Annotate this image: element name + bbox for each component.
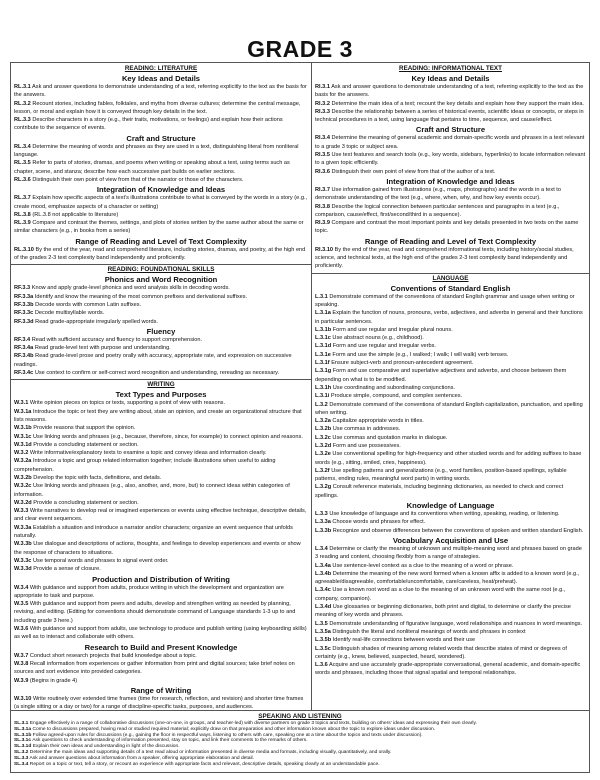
standard-text: Determine the main ideas and supporting details of a text read aloud or information presented in diverse media and formats, including visually, quantitatively, and orally. [29, 749, 392, 755]
subsection-heading: Research to Build and Present Knowledge [84, 642, 238, 652]
standard-code: RI.3.2 [315, 100, 330, 107]
standard-code: W.3.9 [14, 677, 29, 684]
standard-item [315, 246, 586, 271]
standard-code: RL.3.7 [14, 195, 31, 202]
standard-text: Form and use possessives. [332, 442, 401, 449]
section-heading: LANGUAGE [432, 274, 469, 282]
standard-item [315, 151, 586, 168]
standard-text: By the end of the year, read and comprehend literature, including stories, dramas, and poetry, at the high end of the grades 2-3 text complexity band independently and proficiently. [14, 246, 306, 262]
standard-code: L.3.1h [315, 384, 332, 391]
standard-code: L.3.1 [315, 293, 328, 300]
standard-item [14, 565, 308, 573]
standard-text: Compare and contrast the themes, settings, and plots of stories written by the same author about the same or similar characters (e.g., in books from a series) [14, 220, 304, 235]
standard-code: L.3.2c [315, 434, 331, 441]
standard-item [14, 524, 308, 541]
standards-list [14, 721, 586, 767]
standard-text: Use glossaries or beginning dictionaries, both print and digital, to determine or clarify the precise meaning of key words and phrases. [315, 604, 571, 619]
standard-item [315, 219, 586, 236]
subsection-heading: Conventions of Standard English [390, 283, 511, 293]
standard-item [315, 134, 586, 151]
standard-text: Decode words with common Latin suffixes. [35, 301, 142, 308]
standard-text: Introduce a topic and group related information together; include illustrations when useful to aiding comprehension. [14, 458, 276, 473]
standard-code: L.3.4a [315, 562, 331, 569]
standard-item [14, 143, 308, 160]
subsection-heading: Key Ideas and Details [411, 74, 490, 83]
standard-text: Determine the meaning of the new word formed when a known affix is added to a known word (e.g., agreeable/disagreeable, comfortable/uncomfortable, care/careless, heat/preheat). [315, 570, 580, 586]
standard-text: Determine the meaning of general academic and domain-specific words and phrases in a text relevant to a grade 3 topic or subject area. [315, 135, 585, 150]
standard-code: RI.3.10 [315, 246, 334, 253]
standard-item [315, 620, 586, 628]
standard-code: L.3.1g [315, 368, 332, 375]
standard-item [14, 433, 308, 441]
section-heading: READING: LITERATURE [124, 65, 198, 72]
section-heading: READING: INFORMATIONAL TEXT [399, 65, 502, 72]
standard-text: Identify real-life connections between words and their use [332, 637, 476, 644]
standard-text: Refer to parts of stories, dramas, and poems when writing or speaking about a text, using terms such as chapter, scene, and stanza; describe how each successive part builds on earlier sections. [14, 160, 290, 175]
standard-text: Demonstrate understanding of figurative language, word relationships and nuances in word meanings. [329, 620, 583, 627]
standard-text: Ask and answer questions to demonstrate understanding of a text, referring explicitly to the text as the basis for the answers. [315, 84, 584, 99]
standard-item [14, 194, 308, 211]
standard-code: L.3.3a [315, 519, 331, 526]
subsection-heading: Range of Writing [130, 685, 192, 695]
standard-text: Ask questions to check understanding of information presented, stay on topic, and link their comments to the remarks of others. [32, 738, 308, 744]
standard-text: Consult reference materials, including beginning dictionaries, as needed to check and correct spellings. [315, 484, 564, 499]
standard-item [14, 309, 308, 317]
standard-text: With guidance and support from adults, produce writing in which the development and organization are appropriate to task and purpose. [14, 584, 284, 599]
standard-item [315, 326, 586, 334]
standard-item [14, 159, 308, 176]
standard-text: Read with sufficient accuracy and fluency to support comprehension. [31, 336, 203, 343]
standard-code: L.3.5 [315, 620, 328, 627]
standard-item [14, 457, 308, 474]
standard-text: Provide reasons that support the opinion. [33, 425, 136, 432]
standard-code: W.3.2a [14, 458, 32, 465]
standard-code: L.3.1f [315, 360, 330, 367]
standard-item [315, 586, 586, 603]
standard-code: L.3.1a [315, 310, 331, 317]
standard-text: Use text features and search tools (e.g., key words, sidebars, hyperlinks) to locate information relevant to a given topic efficiently. [315, 152, 586, 167]
standard-code: W.3.3b [14, 541, 32, 548]
standard-code: RL.3.6 [14, 176, 31, 183]
standard-text: Ask and answer questions to demonstrate understanding of a text, referring explicitly to the text as the basis for the answers. [14, 84, 307, 99]
standard-text: Determine the main idea of a text; recount the key details and explain how they support the main idea. [331, 100, 584, 107]
standard-text: Recount stories, including fables, folktales, and myths from diverse cultures; determine the central message, lesson, or moral and explain how it is conveyed through key details in the text. [14, 100, 301, 115]
standard-item [14, 369, 308, 377]
standard-code: L.3.1e [315, 351, 331, 358]
standard-code: L.3.5c [315, 645, 331, 652]
standard-item [315, 425, 586, 433]
standard-code: W.3.6 [14, 626, 29, 633]
standard-item [14, 424, 308, 432]
standard-code: RF.3.4 [14, 336, 31, 343]
standard-item [14, 408, 308, 425]
standard-text: Distinguish their own point of view from that of the narrator or those of the characters. [32, 176, 244, 183]
standard-text: Explain the function of nouns, pronouns, verbs, adjectives, and adverbs in general and their functions in particular sentences. [315, 310, 583, 325]
standard-code: RF.3.3d [14, 318, 34, 325]
standard-item [14, 540, 308, 557]
subsection-heading: Fluency [146, 326, 176, 336]
standard-text: Use temporal words and phrases to signal event order. [32, 557, 169, 564]
standard-item [315, 203, 586, 220]
subsection-heading: Range of Reading and Level of Text Complexity [75, 236, 247, 246]
standard-code: L.3.4b [315, 570, 332, 577]
standard-text: Use spelling patterns and generalizations (e.g., word families, position-based spellings, syllable patterns, ending rules, meaningful word parts) in writing words. [315, 467, 567, 483]
standard-text: Read grade-appropriate irregularly spelled words. [35, 318, 158, 325]
standard-text: Form and use regular and irregular verbs. [332, 343, 436, 350]
subsection-heading: Phonics and Word Recognition [104, 275, 218, 285]
standard-item [315, 483, 586, 500]
standard-code: W.3.3 [14, 508, 29, 515]
standard-code: L.3.4 [315, 545, 328, 552]
standard-code: RI.3.8 [315, 203, 330, 210]
standard-text: Write routinely over extended time frames (time for research, reflection, and revision) and shorter time frames (a single sitting or a day or two) for a range of discipline-specific tasks, purposes, and audiences. [14, 695, 304, 710]
standard-text: Determine the meaning of words and phrases as they are used in a text, distinguishing literal from nonliteral language. [14, 143, 299, 159]
standard-item [315, 645, 586, 662]
standard-item [315, 83, 586, 100]
standard-text: With guidance and support from peers and adults, develop and strengthen writing as needed by planning, revising, and editing. (Editing for conventions should demonstrate command of Language standards 1-3 up to and including grade 3 here.) [14, 601, 296, 624]
standard-item [14, 557, 308, 565]
standard-item [315, 351, 586, 359]
subsection-heading: Craft and Structure [415, 125, 486, 135]
standard-code: L.3.2d [315, 442, 332, 449]
standard-code: W.3.1c [14, 433, 32, 440]
standard-item [14, 449, 308, 457]
standard-item [14, 625, 308, 642]
standard-item [14, 474, 308, 482]
standard-code: RL.3.2 [14, 100, 31, 107]
standard-code: W.3.3a [14, 524, 32, 531]
standard-code: RF.3.3c [14, 310, 34, 317]
standard-code: RI.3.9 [315, 220, 330, 227]
standard-code: W.3.10 [14, 695, 32, 702]
standard-text: Write opinion pieces on topics or texts, supporting a point of view with reasons. [29, 400, 226, 407]
standard-item [315, 450, 586, 467]
standard-item [315, 108, 586, 125]
standard-text: Use dialogue and descriptions of actions, thoughts, and feelings to develop experiences and events or show the response of characters to situations. [14, 541, 301, 556]
standard-code: W.3.3d [14, 566, 32, 573]
standard-code: SL.3.4 [14, 761, 29, 767]
standard-item [14, 301, 308, 309]
standard-code: RI.3.5 [315, 152, 330, 159]
standard-item [14, 499, 308, 507]
standard-text: Use conventional spelling for high-frequency and other studied words and for adding suffixes to base words (e.g., sitting, smiled, cries, happiness). [315, 451, 582, 466]
standard-text: With guidance and support from adults, use technology to produce and publish writing (using keyboarding skills) as well as to interact and collaborate with others. [14, 626, 307, 641]
standard-code: RI.3.6 [315, 168, 330, 175]
right-column [312, 63, 589, 710]
standard-item [315, 518, 586, 526]
standard-item [315, 562, 586, 570]
standard-text: Provide a concluding statement or section. [33, 441, 139, 448]
standard-code: W.3.2d [14, 499, 32, 506]
standard-item [14, 584, 308, 601]
standard-code: W.3.1a [14, 408, 32, 415]
standard-item [14, 246, 308, 263]
standard-code: SL.3.3 [14, 755, 29, 761]
standard-text: Recall information from experiences or gather information from print and digital sources; take brief notes on sources and sort evidence into provided categories. [14, 660, 295, 676]
standard-text: Use knowledge of language and its conventions when writing, speaking, reading, or listening. [329, 511, 560, 518]
standard-text: Use linking words and phrases (e.g., also, another, and, more, but) to connect ideas within categories of information. [14, 483, 290, 498]
standard-item [14, 660, 308, 677]
standard-item [14, 652, 308, 660]
standard-code: L.3.1b [315, 326, 332, 333]
standard-text: Provide a concluding statement or section. [33, 499, 139, 506]
standard-code: RF.3.3 [14, 285, 31, 292]
standard-item [315, 367, 586, 384]
section-reading-informational [315, 65, 586, 271]
standard-code: L.3.3b [315, 527, 332, 534]
standard-item [315, 545, 586, 562]
standard-code: W.3.3c [14, 557, 32, 564]
standard-text: Come to discussions prepared, having read or studied required material; explicitly draw on that preparation and other information known about the topic to explore ideas under discussion. [32, 726, 436, 732]
standard-text: (RL.3.8 not applicable to literature) [32, 211, 119, 218]
standard-text: Acquire and use accurately grade-appropriate conversational, general academic, and domain-specific words and phrases, including those that signal spatial and temporal relationships. [315, 662, 581, 677]
standard-text: Choose words and phrases for effect. [332, 519, 426, 526]
section-reading-literature [14, 65, 308, 262]
standard-code: L.3.5b [315, 637, 332, 644]
standard-item [14, 284, 308, 292]
standard-text: Know and apply grade-level phonics and word analysis skills in decoding words. [31, 285, 230, 292]
standard-text: Read grade-level prose and poetry orally with accuracy, appropriate rate, and expression on successive readings. [14, 353, 292, 368]
standard-item [315, 510, 586, 518]
subsection-heading: Integration of Knowledge and Ideas [96, 185, 226, 195]
standard-item [14, 482, 308, 499]
standard-code: RL.3.3 [14, 117, 31, 124]
standard-code: L.3.2b [315, 426, 332, 433]
standard-text: Use coordinating and subordinating conjunctions. [332, 384, 455, 391]
standard-text: Determine or clarify the meaning of unknown and multiple-meaning word and phrases based on grade 3 reading and content, choosing flexibly from a range of strategies. [315, 545, 582, 561]
standard-text: Follow agreed-upon rules for discussions (e.g., gaining the floor in respectful ways, listening to others with care, speaking one at a time about the topics and texts under discussion). [32, 732, 423, 738]
standard-text: Capitalize appropriate words in titles. [332, 418, 424, 425]
standard-text: (Begins in grade 4) [29, 677, 78, 684]
standard-item [315, 168, 586, 176]
standard-item [315, 100, 586, 108]
standard-code: RI.3.3 [315, 108, 330, 115]
standard-code: RI.3.1 [315, 84, 330, 90]
standard-code: RL.3.9 [14, 220, 31, 227]
standard-code: RL.3.8 [14, 211, 31, 218]
standard-text: Introduce the topic or text they are writing about, state an opinion, and create an organizational structure that lists reasons. [14, 408, 302, 423]
standard-code: RL.3.1 [14, 84, 31, 90]
standard-text: Read grade-level text with purpose and understanding. [34, 345, 171, 352]
standard-text: Use sentence-level context as a clue to the meaning of a word or phrase. [332, 562, 514, 569]
standard-text: Ensure subject-verb and pronoun-antecedent agreement. [331, 360, 474, 367]
standard-text: Distinguish their own point of view from that of the author of a text. [331, 168, 496, 175]
standard-text: Form and use comparative and superlative adjectives and adverbs, and choose between them depending on what is to be modified. [315, 368, 567, 383]
section-speaking-listening [11, 710, 589, 772]
standard-text: Write narratives to develop real or imagined experiences or events using effective technique, descriptive details, and clear event sequences. [14, 508, 307, 523]
standard-code: SL.3.1d [14, 744, 32, 750]
standard-text: Develop the topic with facts, definitions, and details. [33, 474, 162, 481]
standard-item [14, 116, 308, 133]
standard-code: W.3.2c [14, 483, 32, 490]
standard-item [14, 399, 308, 407]
standard-item [14, 336, 308, 344]
standard-code: SL.3.1a [14, 726, 32, 732]
section-language [312, 273, 589, 678]
left-column [11, 63, 312, 710]
standard-item [315, 442, 586, 450]
subsection-heading: Vocabulary Acquisition and Use [392, 535, 509, 545]
standard-text: Use abstract nouns (e.g., childhood). [332, 335, 424, 342]
standard-code: L.3.2e [315, 451, 331, 458]
standard-item [14, 83, 308, 100]
standard-text: Identify and know the meaning of the most common prefixes and derivational suffixes. [34, 293, 248, 300]
standard-item [14, 762, 586, 768]
standard-item [315, 434, 586, 442]
standard-item [315, 309, 586, 326]
section-heading: READING: FOUNDATIONAL SKILLS [107, 266, 215, 274]
standard-item [14, 507, 308, 524]
standard-text: Use a known root word as a clue to the meaning of an unknown word with the same root (e.g., company, companion). [315, 587, 566, 602]
standard-code: W.3.4 [14, 584, 29, 591]
standard-code: L.3.5a [315, 628, 331, 635]
standard-code: L.3.2a [315, 418, 331, 425]
standard-item [315, 527, 586, 535]
subsection-heading: Text Types and Purposes [115, 390, 207, 400]
standard-item [14, 695, 308, 710]
standard-item [14, 293, 308, 301]
standard-text: Describe characters in a story (e.g., their traits, motivations, or feelings) and explain how their actions contribute to the sequence of events. [14, 117, 283, 132]
standard-code: W.3.1 [14, 400, 29, 407]
standard-item [14, 352, 308, 369]
standard-code: RI.3.7 [315, 186, 330, 193]
standard-text: Provide a sense of closure. [33, 566, 101, 573]
standard-text: Engage effectively in a range of collaborative discussions (one-on-one, in groups, and teacher-led) with diverse partners on grade 3 topics and texts, building on others' ideas and expressing their own clearly. [29, 721, 477, 726]
standard-item [315, 401, 586, 418]
standard-code: W.3.1d [14, 441, 32, 448]
standard-item [315, 342, 586, 350]
standard-code: W.3.7 [14, 652, 29, 659]
standard-code: RF.3.3a [14, 293, 34, 300]
standard-text: Describe the logical connection between particular sentences and paragraphs in a text (e.g., comparison, cause/effect, first/second/third in a sequence). [315, 203, 560, 218]
standard-item [315, 293, 586, 310]
standard-text: Use information gained from illustrations (e.g., maps, photographs) and the words in a text to demonstrate understanding of the text (e.g., where, when, why, and how key events occur). [315, 186, 561, 202]
standard-item [14, 219, 308, 236]
subsection-heading: Production and Distribution of Writing [92, 574, 230, 584]
standard-item [14, 176, 308, 184]
standard-item [14, 100, 308, 117]
standard-text: Use linking words and phrases (e.g., because, therefore, since, for example) to connect opinion and reasons. [32, 433, 303, 440]
subsection-heading: Craft and Structure [126, 133, 196, 143]
standard-item [14, 211, 308, 219]
standard-code: L.3.4c [315, 587, 331, 594]
standard-text: Compare and contrast the most important points and key details presented in two texts on the same topic. [315, 220, 579, 235]
subsection-heading: Knowledge of Language [406, 501, 495, 511]
standard-code: RL.3.10 [14, 246, 34, 253]
subsection-heading: Range of Reading and Level of Text Complexity [364, 236, 537, 246]
section-heading: WRITING [147, 381, 175, 389]
standard-item [14, 677, 308, 685]
standard-text: Form and use the simple (e.g., I walked; I walk; I will walk) verb tenses. [332, 351, 509, 358]
standard-text: Establish a situation and introduce a narrator and/or characters; organize an event sequence that unfolds naturally. [14, 524, 293, 540]
standard-text: Distinguish the literal and nonliteral meanings of words and phrases in context [332, 628, 526, 635]
standard-code: RL.3.4 [14, 143, 31, 150]
standard-code: SL.3.1 [14, 721, 29, 726]
standard-code: RF.3.4a [14, 345, 34, 352]
standard-item [14, 344, 308, 352]
standard-text: Produce simple, compound, and complex sentences. [330, 393, 463, 400]
section-writing [11, 379, 311, 710]
standard-code: RI.3.4 [315, 135, 330, 142]
standard-item [315, 628, 586, 636]
standard-item [14, 441, 308, 449]
standard-text: Recognize and observe differences between the conventions of spoken and written standard English. [332, 527, 584, 534]
standard-code: L.3.1c [315, 335, 331, 342]
standard-text: Conduct short research projects that build knowledge about a topic. [29, 652, 197, 659]
standards-table [10, 62, 590, 773]
standard-code: W.3.2b [14, 474, 32, 481]
standard-item [315, 603, 586, 620]
standard-text: Use context to confirm or self-correct word recognition and understanding, rereading as necessary. [34, 370, 280, 377]
standard-item [315, 334, 586, 342]
subsection-heading: Integration of Knowledge and Ideas [386, 176, 515, 186]
standard-code: RL.3.5 [14, 160, 31, 167]
standard-code: L.3.2f [315, 467, 330, 474]
standard-code: W.3.2 [14, 450, 29, 457]
standard-code: L.3.2g [315, 484, 332, 491]
standard-item [14, 600, 308, 625]
standard-text: Write informative/explanatory texts to examine a topic and convey ideas and information clearly. [29, 450, 267, 457]
standard-code: L.3.6 [315, 662, 328, 669]
standard-item [315, 359, 586, 367]
standard-text: Demonstrate command of the conventions of standard English grammar and usage when writing or speaking. [315, 293, 575, 308]
standard-item [315, 661, 586, 678]
standard-code: L.3.1d [315, 343, 332, 350]
standard-code: L.3.1i [315, 393, 330, 400]
subsection-heading: Key Ideas and Details [121, 74, 201, 83]
standard-item [315, 417, 586, 425]
standard-text: Explain how specific aspects of a text's illustrations contribute to what is conveyed by the words in a story (e.g., create mood, emphasize aspects of a character or setting) [14, 195, 308, 210]
standard-text: Decode multisyllable words. [34, 310, 105, 317]
standard-code: SL.3.2 [14, 749, 29, 755]
standard-code: L.3.4d [315, 604, 332, 611]
standard-text: Use commas and quotation marks in dialogue. [332, 434, 448, 441]
standard-item [315, 186, 586, 203]
standard-item [315, 467, 586, 484]
standard-text: Report on a topic or text, tell a story, or recount an experience with appropriate facts and relevant, descriptive details, speaking clearly at an understandable pace. [29, 761, 380, 767]
standard-code: RF.3.4c [14, 370, 34, 377]
standard-text: Ask and answer questions about information from a speaker, offering appropriate elaboration and detail. [29, 755, 254, 761]
standard-code: W.3.1b [14, 425, 32, 432]
standard-item [315, 636, 586, 644]
standard-code: RF.3.4b [14, 353, 34, 360]
standard-text: Describe the relationship between a series of historical events, scientific ideas or concepts, or steps in technical procedures in a text, using language that pertains to time, sequence, and cause/effect. [315, 108, 584, 124]
standard-code: RF.3.3b [14, 301, 34, 308]
standard-text: Use commas in addresses. [332, 426, 401, 433]
standard-code: W.3.5 [14, 601, 29, 608]
standard-text: By the end of the year, read and comprehend informational texts, including history/social studies, science, and technical texts, at the high end of the grades 2-3 text complexity band independently and proficiently. [315, 246, 574, 270]
standard-code: SL.3.1c [14, 738, 32, 744]
standard-code: W.3.8 [14, 660, 29, 667]
standard-item [315, 570, 586, 587]
standard-code: L.3.2 [315, 401, 328, 408]
section-heading: SPEAKING AND LISTENING [258, 713, 342, 720]
standard-code: L.3.3 [315, 511, 328, 518]
standard-item [315, 392, 586, 400]
page-title: GRADE 3 [247, 36, 353, 62]
standard-code: SL.3.1b [14, 732, 32, 738]
standard-text: Explain their own ideas and understanding in light of the discussion. [32, 744, 180, 750]
standard-text: Distinguish shades of meaning among related words that describe states of mind or degrees of certainty (e.g., knew, believed, suspected, heard, wondered). [315, 645, 567, 660]
standard-text: Form and use regular and irregular plural nouns. [332, 326, 453, 333]
standard-item [14, 318, 308, 326]
section-foundational-skills [11, 264, 311, 377]
standard-text: Demonstrate command of the conventions of standard English capitalization, punctuation, and spelling when writing. [315, 401, 583, 416]
standard-item [315, 384, 586, 392]
